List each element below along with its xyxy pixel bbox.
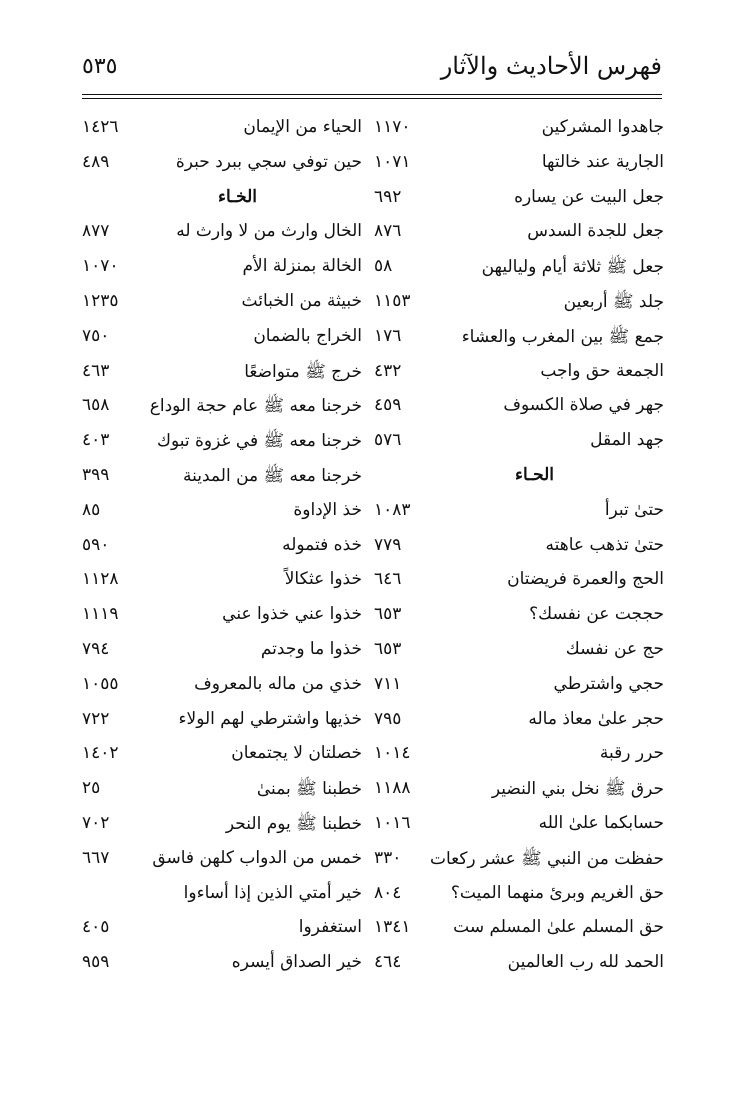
index-entry xyxy=(374,531,664,566)
entry-number: ١٠٥٥ xyxy=(82,673,119,694)
index-entry xyxy=(374,670,664,705)
entry-text: الخال وارث من لا وارث له xyxy=(176,221,362,242)
section-heading xyxy=(82,183,372,218)
entry-number: ٨٥ xyxy=(82,499,101,520)
index-entry xyxy=(82,113,372,148)
index-entry xyxy=(82,774,372,809)
entry-number: ٦٩٢ xyxy=(374,186,402,207)
entry-text: حسابكما علىٰ الله xyxy=(538,812,664,833)
entry-text: خطبنا ﷺ بمنىٰ xyxy=(256,779,362,800)
entry-number: ٤٦٣ xyxy=(82,360,110,381)
entry-number: ١٠١٤ xyxy=(374,743,411,764)
index-entry xyxy=(82,531,372,566)
entry-text: خذه فتموله xyxy=(282,534,362,555)
entry-number: ١١٨٨ xyxy=(374,778,411,799)
entry-number: ١٠٨٣ xyxy=(374,499,411,520)
entry-text: خذوا ما وجدتم xyxy=(260,638,362,659)
index-entry xyxy=(82,705,372,740)
entry-text: خذي من ماله بالمعروف xyxy=(194,673,362,694)
index-entry xyxy=(374,148,664,183)
index-entry xyxy=(374,774,664,809)
entry-number: ١٤٠٢ xyxy=(82,743,119,764)
entry-number: ٤٦٤ xyxy=(374,952,402,973)
index-entry xyxy=(374,217,664,252)
entry-text: الحياء من الإيمان xyxy=(243,117,362,137)
index-entry xyxy=(82,635,372,670)
index-entry xyxy=(374,426,664,461)
index-entry xyxy=(82,391,372,426)
index-entry xyxy=(374,565,664,600)
entry-text: جهر في صلاة الكسوف xyxy=(503,395,664,416)
entry-number: ٤٣٢ xyxy=(374,360,402,381)
index-entry xyxy=(374,600,664,635)
entry-number: ٦٤٦ xyxy=(374,569,402,590)
index-entry xyxy=(374,948,664,983)
entry-text: الحمد لله رب العالمين xyxy=(507,952,664,973)
page-title: فهرس الأحاديث والآثار xyxy=(440,52,662,80)
entry-number: ٧٩٤ xyxy=(82,638,110,659)
entry-text: جعل البيت عن يساره xyxy=(514,186,664,207)
entry-number: ١٠١٦ xyxy=(374,812,411,833)
entry-text: خرج ﷺ متواضعًا xyxy=(244,361,362,382)
index-entry xyxy=(374,287,664,322)
entry-number: ٢٥ xyxy=(82,778,101,799)
entry-text: الجارية عند خالتها xyxy=(541,151,664,172)
entry-number: ٨٧٧ xyxy=(82,221,110,242)
entry-number: ١٧٦ xyxy=(374,325,402,346)
header-rule-bottom xyxy=(82,98,662,99)
index-entry xyxy=(374,183,664,218)
entry-text: حرر رقبة xyxy=(599,743,664,764)
entry-number: ٦٥٨ xyxy=(82,395,110,416)
entry-number: ٧٩٥ xyxy=(374,708,402,729)
entry-text: خرجنا معه ﷺ من المدينة xyxy=(183,465,362,486)
entry-number: ١٤٢٦ xyxy=(82,117,119,137)
index-entry xyxy=(374,844,664,879)
index-entry xyxy=(82,217,372,252)
entry-text: جهد المقل xyxy=(590,430,664,451)
entry-number: ١١٧٠ xyxy=(374,117,411,137)
section-heading xyxy=(374,461,664,496)
index-entry xyxy=(82,426,372,461)
entry-number: ١٢٣٥ xyxy=(82,290,119,311)
entry-text: جعل ﷺ ثلاثة أيام ولياليهن xyxy=(481,257,664,278)
entry-text: خطبنا ﷺ يوم النحر xyxy=(225,813,362,834)
entry-number: ٤٥٩ xyxy=(374,395,402,416)
entry-number: ٥٩٠ xyxy=(82,534,110,555)
index-entry xyxy=(82,322,372,357)
entry-number: ٥٨ xyxy=(374,256,393,277)
entry-text: جعل للجدة السدس xyxy=(527,221,664,242)
entry-number: ٤٨٩ xyxy=(82,151,110,172)
index-entry xyxy=(82,879,372,914)
entry-text: حتىٰ تبرأ xyxy=(604,499,664,520)
section-letter: الحـاء xyxy=(514,464,554,485)
index-entry xyxy=(82,948,372,983)
index-entry xyxy=(82,148,372,183)
index-entry xyxy=(82,565,372,600)
entry-number: ١٠٧١ xyxy=(374,151,411,172)
entry-text: خير أمتي الذين إذا أساءوا xyxy=(183,882,362,903)
index-entry xyxy=(374,113,664,148)
entry-text: خير الصداق أيسره xyxy=(231,952,362,973)
left-index-column xyxy=(82,113,372,983)
entry-number: ٦٦٧ xyxy=(82,847,110,868)
entry-number: ١٣٤١ xyxy=(374,917,411,938)
entry-text: جلد ﷺ أربعين xyxy=(563,291,664,312)
entry-text: خرجنا معه ﷺ في غزوة تبوك xyxy=(156,431,362,452)
right-index-column xyxy=(374,113,664,983)
page-header xyxy=(82,52,662,90)
entry-text: الجمعة حق واجب xyxy=(540,360,664,381)
index-entry xyxy=(82,496,372,531)
entry-number: ٤٠٣ xyxy=(82,430,110,451)
entry-number: ٧١١ xyxy=(374,673,402,694)
index-entry xyxy=(374,635,664,670)
index-entry xyxy=(82,252,372,287)
entry-number: ٧٠٢ xyxy=(82,812,110,833)
index-entry xyxy=(82,461,372,496)
entry-number: ١٠٧٠ xyxy=(82,256,119,277)
entry-text: الحج والعمرة فريضتان xyxy=(507,569,664,590)
entry-text: حجي واشترطي xyxy=(553,673,664,694)
entry-text: حين توفي سجي ببرد حبرة xyxy=(175,151,362,172)
index-entry xyxy=(82,600,372,635)
entry-number: ٧٧٩ xyxy=(374,534,402,555)
index-entry xyxy=(82,913,372,948)
entry-number: ٦٥٣ xyxy=(374,638,402,659)
index-entry xyxy=(82,357,372,392)
entry-text: خرجنا معه ﷺ عام حجة الوداع xyxy=(149,396,362,417)
entry-text: خبيثة من الخبائث xyxy=(241,290,362,311)
index-entry xyxy=(374,739,664,774)
index-entry xyxy=(374,357,664,392)
entry-text: جاهدوا المشركين xyxy=(541,117,664,137)
entry-number: ٤٠٥ xyxy=(82,917,110,938)
entry-text: حفظت من النبي ﷺ عشر ركعات xyxy=(429,848,664,869)
entry-text: الخراج بالضمان xyxy=(253,325,362,346)
entry-text: خذيها واشترطي لهم الولاء xyxy=(178,708,362,729)
index-entry xyxy=(374,705,664,740)
entry-number: ١١٢٨ xyxy=(82,569,119,590)
index-entry xyxy=(82,287,372,322)
index-entry xyxy=(374,496,664,531)
entry-number: ٨٠٤ xyxy=(374,882,402,903)
entry-number: ١١١٩ xyxy=(82,604,119,625)
entry-text: خمس من الدواب كلهن فاسق xyxy=(152,847,362,868)
index-entry xyxy=(82,809,372,844)
entry-text: استغفروا xyxy=(298,917,362,938)
entry-text: حق الغريم وبرئ منهما الميت؟ xyxy=(450,882,664,903)
index-entry xyxy=(374,809,664,844)
entry-number: ٩٥٩ xyxy=(82,952,110,973)
entry-number: ٣٩٩ xyxy=(82,464,110,485)
entry-text: حرق ﷺ نخل بني النضير xyxy=(491,779,664,800)
index-entry xyxy=(374,252,664,287)
entry-text: خذوا عثكالاً xyxy=(284,569,362,590)
entry-text: حج عن نفسك xyxy=(565,638,664,659)
index-entry xyxy=(82,739,372,774)
entry-text: جمع ﷺ بين المغرب والعشاء xyxy=(461,326,664,347)
page-number: ٥٣٥ xyxy=(82,54,118,79)
entry-text: حتىٰ تذهب عاهته xyxy=(545,534,664,555)
entry-number: ١١٥٣ xyxy=(374,290,411,311)
index-entry xyxy=(374,391,664,426)
entry-number: ٥٧٦ xyxy=(374,430,402,451)
entry-number: ٧٥٠ xyxy=(82,325,110,346)
entry-text: حجر علىٰ معاذ ماله xyxy=(528,708,664,729)
header-rule-top xyxy=(82,94,662,95)
entry-text: الخالة بمنزلة الأم xyxy=(242,256,362,277)
entry-number: ٣٣٠ xyxy=(374,847,402,868)
entry-number: ٦٥٣ xyxy=(374,604,402,625)
section-letter: الخـاء xyxy=(217,186,257,207)
index-entry xyxy=(374,322,664,357)
index-entry xyxy=(374,879,664,914)
entry-number: ٨٧٦ xyxy=(374,221,402,242)
index-entry xyxy=(82,844,372,879)
index-entry xyxy=(374,913,664,948)
entry-text: حججت عن نفسك؟ xyxy=(529,604,664,625)
entry-number: ٧٢٢ xyxy=(82,708,110,729)
index-entry xyxy=(82,670,372,705)
entry-text: خذ الإداوة xyxy=(293,499,362,520)
entry-text: خذوا عني خذوا عني xyxy=(222,604,362,625)
entry-text: حق المسلم علىٰ المسلم ست xyxy=(453,917,664,938)
entry-text: خصلتان لا يجتمعان xyxy=(231,743,362,764)
